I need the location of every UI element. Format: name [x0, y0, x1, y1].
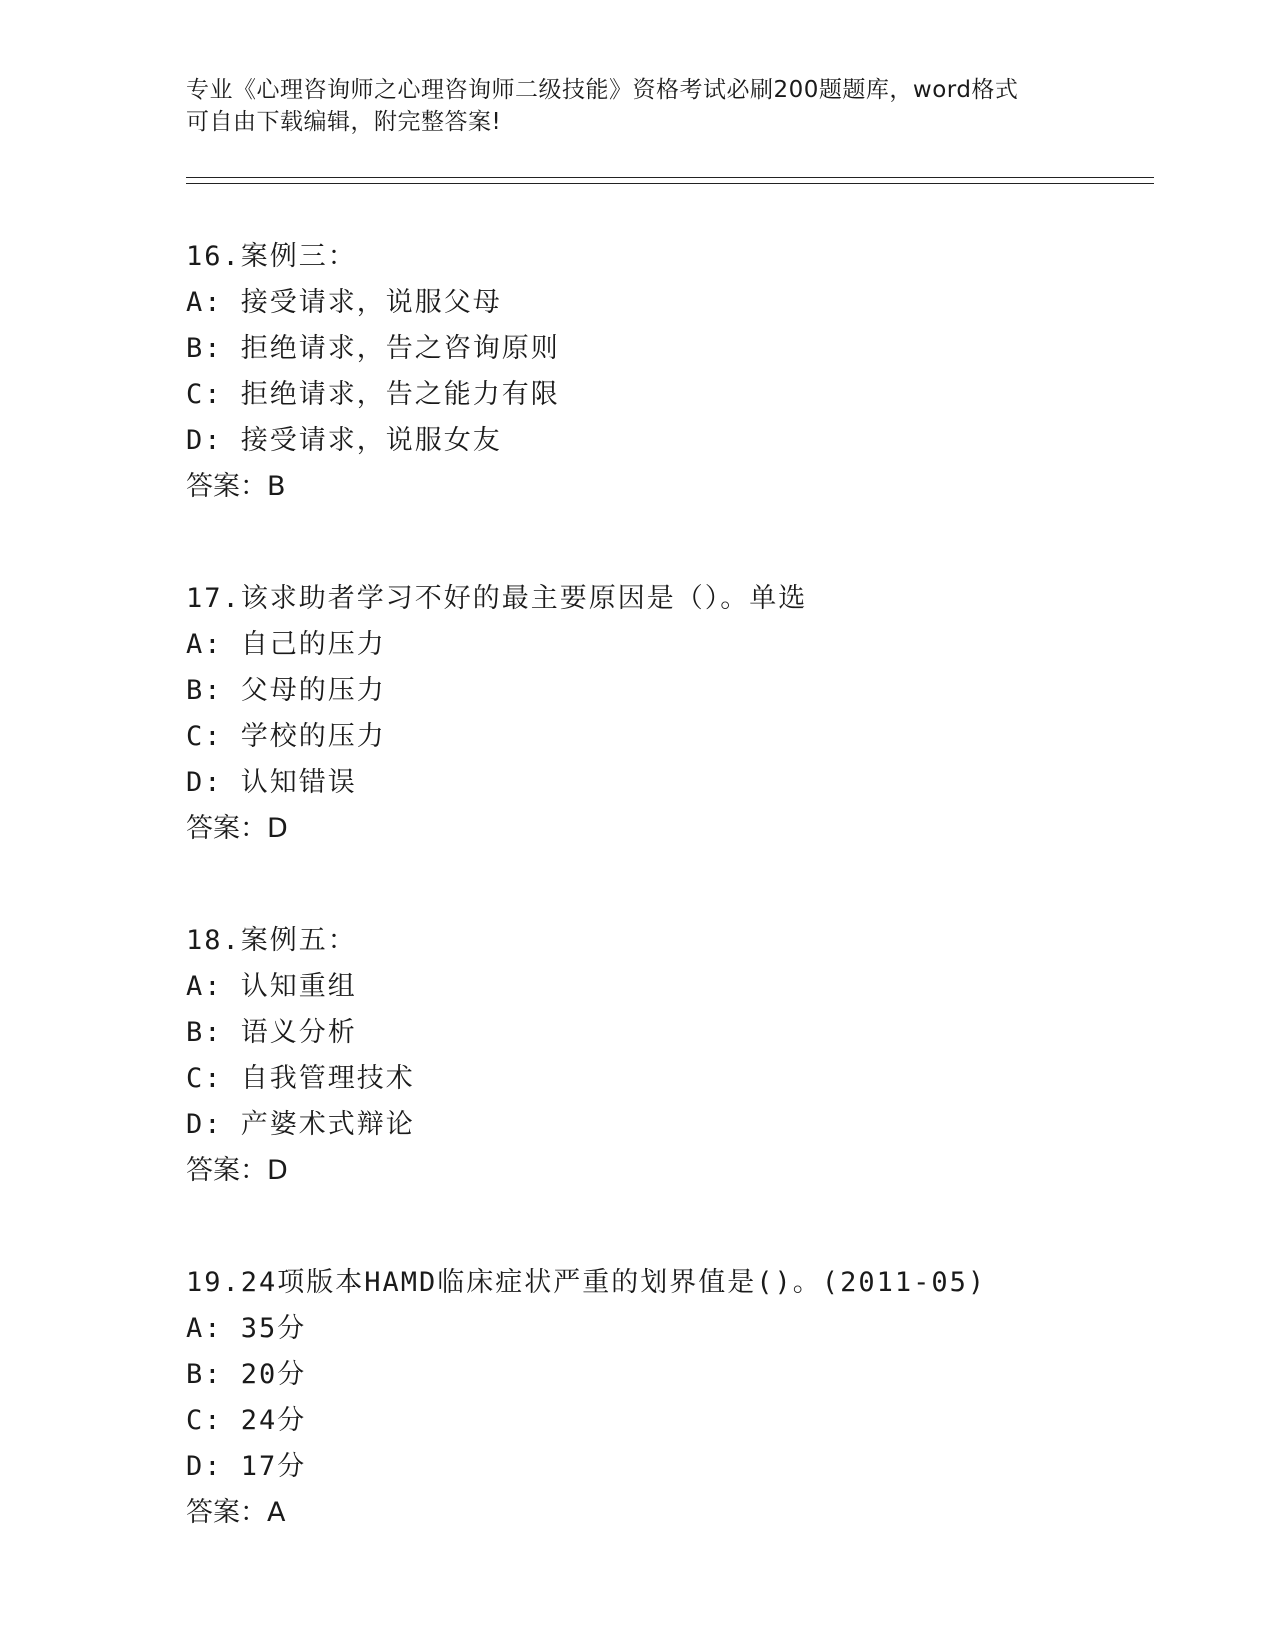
header-line-1: 专业《心理咨询师之心理咨询师二级技能》资格考试必刷200题题库，word格式 [186, 77, 1019, 103]
answer-line: 答案：D [186, 813, 288, 844]
option-b: B: 父母的压力 [186, 675, 386, 706]
option-d: D: 产婆术式辩论 [186, 1109, 415, 1140]
option-a: A: 认知重组 [186, 971, 357, 1002]
option-c: C: 学校的压力 [186, 721, 386, 752]
option-b: B: 拒绝请求，告之咨询原则 [186, 333, 560, 364]
header-divider-bottom [186, 183, 1154, 184]
question-17 [186, 576, 1186, 852]
question-stem: 18.案例五： [186, 925, 357, 956]
option-c: C: 自我管理技术 [186, 1063, 415, 1094]
option-b: B: 语义分析 [186, 1017, 357, 1048]
question-stem: 17.该求助者学习不好的最主要原因是（）。单选 [186, 583, 808, 614]
option-b: B: 20分 [186, 1359, 307, 1390]
question-stem: 19.24项版本HAMD临床症状严重的划界值是()。(2011-05) [186, 1267, 987, 1298]
option-c: C: 拒绝请求，告之能力有限 [186, 379, 560, 410]
option-c: C: 24分 [186, 1405, 307, 1436]
answer-line: 答案：A [186, 1497, 286, 1528]
answer-line: 答案：D [186, 1155, 288, 1186]
document-header [186, 74, 1086, 138]
option-a: A: 35分 [186, 1313, 307, 1344]
header-line-2: 可自由下载编辑，附完整答案! [186, 109, 502, 135]
option-d: D: 认知错误 [186, 767, 357, 798]
question-19 [186, 1260, 1186, 1536]
header-divider-top [186, 177, 1154, 178]
question-list [186, 234, 1186, 1602]
option-a: A: 接受请求，说服父母 [186, 287, 502, 318]
option-d: D: 17分 [186, 1451, 307, 1482]
answer-line: 答案：B [186, 471, 286, 502]
question-stem: 16.案例三： [186, 241, 357, 272]
question-16 [186, 234, 1186, 510]
question-18 [186, 918, 1186, 1194]
option-a: A: 自己的压力 [186, 629, 386, 660]
option-d: D: 接受请求，说服女友 [186, 425, 502, 456]
